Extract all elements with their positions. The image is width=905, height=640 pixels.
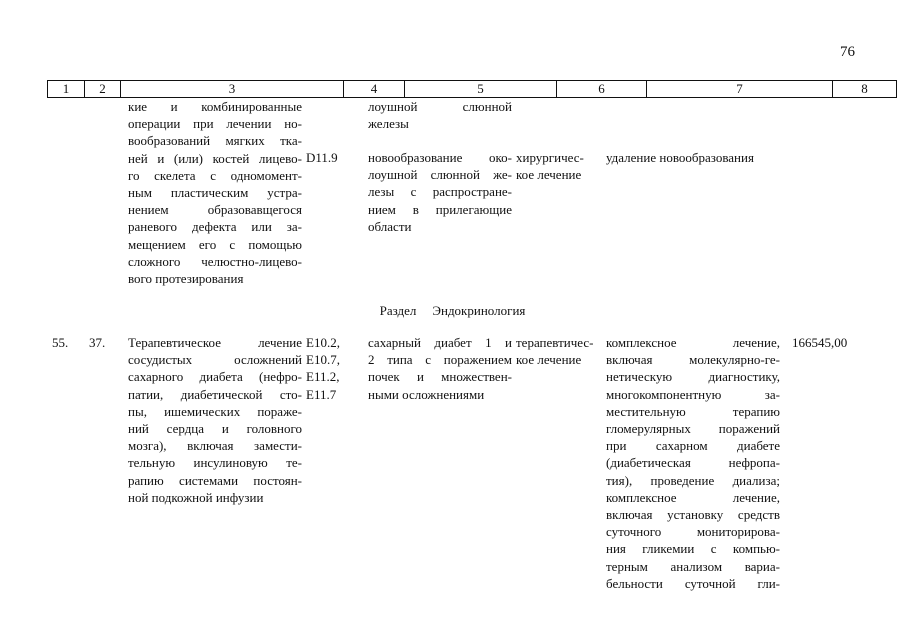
text-line: области — [368, 218, 412, 234]
block1-treatment-method — [606, 149, 788, 166]
block2-icd-codes — [306, 334, 364, 403]
text-line: 2 типа с поражением — [368, 352, 512, 368]
text-line: терным анализом вариа- — [606, 558, 780, 574]
column-number-2: 2 — [85, 81, 121, 98]
text-line: тельную инсулиновую те- — [128, 455, 302, 471]
text-line: многокомпонентную за- — [606, 386, 780, 402]
page-number: 76 — [840, 44, 855, 60]
section-word: Раздел — [379, 303, 417, 318]
block2-group-number: 37. — [89, 335, 106, 350]
text-line: (диабетическая нефропа- — [606, 455, 780, 471]
block2-patient-model — [368, 334, 512, 403]
text-line: кое лечение — [516, 352, 582, 368]
text-line: E10.2, — [306, 335, 340, 350]
text-line: сахарный диабет 1 и — [368, 335, 512, 350]
text-line: сложного челюстно-лицево- — [128, 253, 302, 269]
column-number-8: 8 — [833, 81, 897, 98]
text-line: раневого дефекта или за- — [128, 219, 302, 235]
text-line: бельности суточной гли- — [606, 575, 780, 591]
column-number-3: 3 — [121, 81, 344, 98]
text-line: ней и (или) костей лицево- — [128, 150, 302, 166]
column-number-6: 6 — [557, 81, 647, 98]
text-line: ний сердца и головного — [128, 421, 302, 437]
text-line: лоушной слюнной — [368, 99, 512, 114]
column-number-4: 4 — [344, 81, 405, 98]
text-line: вообразований мягких тка- — [128, 133, 302, 149]
text-line: нетическую диагностику, — [606, 369, 780, 385]
text-line: вого протезирования — [128, 271, 244, 287]
text-line: нием в прилегающие — [368, 201, 512, 217]
text-line: сахарного диабета (нефро- — [128, 369, 302, 385]
text-line: включая установку средств — [606, 507, 780, 523]
text-line: гломерулярных поражений — [606, 421, 780, 437]
text-line: ния гликемии с компью- — [606, 541, 780, 557]
text-line: при сахарном диабете — [606, 438, 780, 454]
text-line: мозга), включая замести- — [128, 438, 302, 454]
text-line: комплексное лечение, — [606, 335, 780, 350]
text-line: местительную терапию — [606, 403, 780, 419]
text-line: E11.2, — [306, 369, 340, 385]
text-line: операции при лечении но- — [128, 116, 302, 132]
text-line: ной подкожной инфузии — [128, 489, 264, 505]
block2-row-number: 55. — [52, 335, 69, 350]
text-line: ными осложнениями — [368, 386, 485, 402]
column-number-row — [47, 80, 897, 98]
block1-treatment-type — [516, 149, 602, 183]
text-line: новообразование око- — [368, 150, 512, 165]
text-line: включая молекулярно-ге- — [606, 352, 780, 368]
text-line: лезы с распростране- — [368, 184, 512, 200]
column-number-7: 7 — [647, 81, 833, 98]
text-line: удаление новообразования — [606, 150, 754, 165]
text-line: лоушной слюнной же- — [368, 167, 512, 183]
text-line: E11.7 — [306, 386, 337, 402]
column-number-5: 5 — [405, 81, 557, 98]
text-line: почек и множествен- — [368, 369, 512, 385]
block2-treatment-type — [516, 334, 602, 368]
text-line: железы — [368, 116, 409, 132]
block2-method-name — [128, 334, 302, 506]
block2-treatment-method — [606, 334, 780, 592]
text-line: сосудистых осложнений — [128, 352, 302, 368]
block1-icd-code: D11.9 — [306, 150, 338, 165]
section-heading — [0, 303, 905, 319]
column-number-1: 1 — [48, 81, 85, 98]
text-line: комплексное лечение, — [606, 489, 780, 505]
text-line: патии, диабетической сто- — [128, 386, 302, 402]
text-line: кие и комбинированные — [128, 99, 302, 114]
text-line: терапевтичес- — [516, 335, 594, 350]
text-line: рапию системами постоян- — [128, 472, 302, 488]
text-line: ным пластическим устра- — [128, 185, 302, 201]
block2-cost: 166545,00 — [792, 335, 848, 350]
text-line: Терапевтическое лечение — [128, 335, 302, 350]
block1-patient-model — [368, 149, 512, 235]
text-line: пы, ишемических пораже- — [128, 403, 302, 419]
text-line: нением образовавщегося — [128, 202, 302, 218]
text-line: тия), проведение диализа; — [606, 472, 780, 488]
text-line: хирургичес- — [516, 150, 584, 165]
section-name: Эндокринология — [432, 303, 526, 318]
text-line: мещением его с помощью — [128, 236, 302, 252]
text-line: кое лечение — [516, 167, 582, 183]
block1-model-continued — [368, 98, 512, 132]
text-line: E10.7, — [306, 352, 340, 368]
text-line: суточного мониторирова- — [606, 524, 780, 540]
block1-method-name — [128, 98, 302, 287]
text-line: го скелета с одномомент- — [128, 167, 302, 183]
